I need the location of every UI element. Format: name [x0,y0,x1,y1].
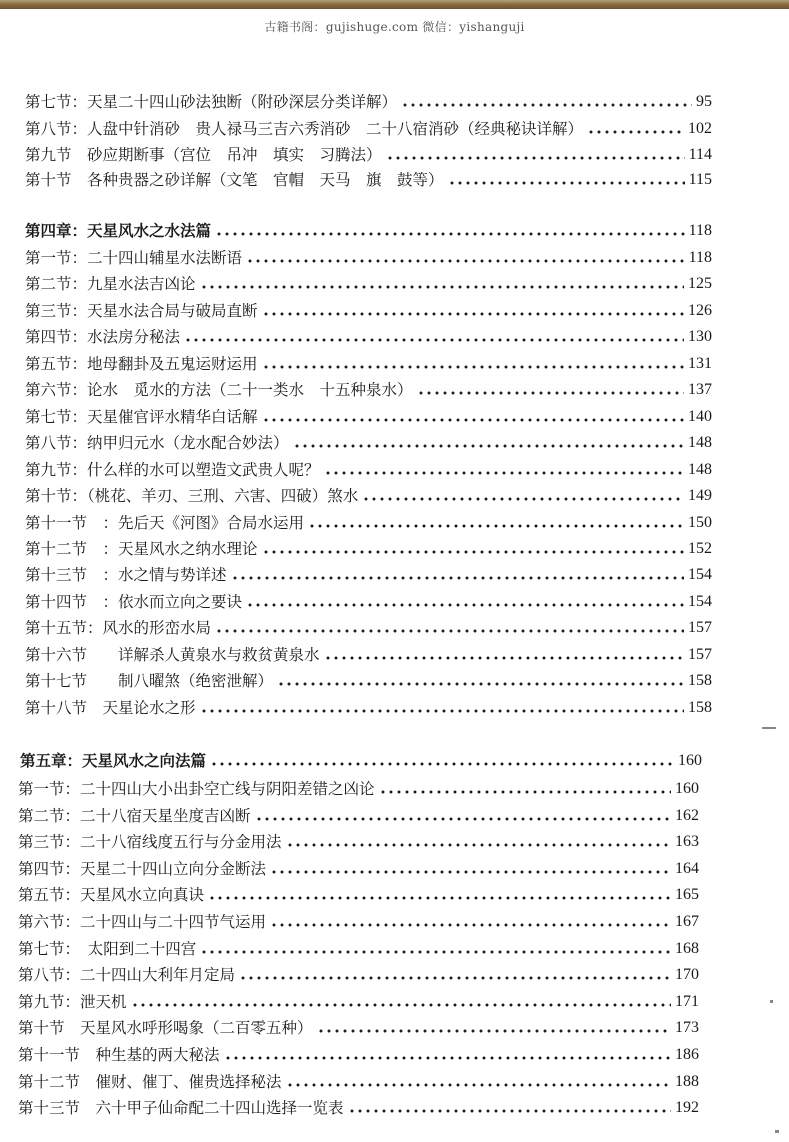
page-number: 158 [688,672,712,689]
dot-leader [262,418,684,422]
dot-leader [362,497,684,501]
section-title: 第九节：泄天机 [18,993,127,1011]
page-number: 118 [688,249,712,266]
toc-row-section [25,378,712,402]
toc-row-section [25,563,712,587]
page-number: 149 [688,487,712,504]
dot-leader [286,843,671,847]
page-number: 148 [688,434,712,451]
page-number: 168 [675,940,699,957]
dot-leader [324,656,684,660]
page-number: 192 [675,1099,699,1116]
toc-row-section [25,168,712,192]
section-title: 第六节：论水 觅水的方法（二十一类水 十五种泉水） [25,381,413,399]
section-title: 第十节 各种贵器之砂详解（文笔 官帽 天马 旗 鼓等） [25,171,444,189]
page-number: 137 [688,381,712,398]
section-title: 第三节：二十八宿线度五行与分金用法 [18,833,282,851]
toc-row-section [18,910,699,934]
section-title: 第八节：纳甲归元水（龙水配合妙法） [25,434,289,452]
page-number: 170 [675,966,699,983]
page-number: 154 [688,566,712,583]
page-number: 118 [688,222,712,239]
section-title: 第四节：水法房分秘法 [25,328,181,346]
dot-leader [262,365,684,369]
section-title: 第六节：二十四山与二十四节气运用 [18,913,267,931]
toc-row-section [25,299,712,323]
dot-leader [308,524,684,528]
page-number: 160 [675,780,699,797]
site-watermark: 古籍书阁：gujishuge.com 微信：yishanguji [264,20,525,34]
section-title: 第七节：天星二十四山砂法独断（附砂深层分类详解） [25,93,398,111]
dot-leader [239,976,671,980]
dot-leader [262,550,684,554]
page-number: 160 [678,752,702,769]
toc-row-section [18,963,699,987]
dot-leader [200,285,684,289]
page-number: 158 [688,699,712,716]
scan-speck [762,727,776,729]
toc-row-section [18,830,699,854]
page-number: 157 [688,646,712,663]
section-title: 第十六节 详解杀人黄泉水与救贫黄泉水 [25,646,320,664]
toc-row-section [18,804,699,828]
page-number: 157 [688,619,712,636]
toc-row-section [18,857,699,881]
toc-row-section [25,616,712,640]
scan-speck [770,1000,773,1003]
scan-speck [775,1130,779,1133]
section-title: 第十二节 催财、催丁、催贵选择秘法 [18,1073,282,1091]
section-title: 第一节：二十四山大小出卦空亡线与阴阳差错之凶论 [18,780,375,798]
toc-row-section [25,458,712,482]
toc-row-section [25,431,712,455]
dot-leader [324,471,684,475]
dot-leader [262,312,684,316]
toc-row-chapter [20,749,702,773]
page-number: 165 [675,886,699,903]
toc-row-section [18,937,699,961]
section-title: 第十八节 天星论水之形 [25,699,196,717]
page-number: 102 [688,120,712,137]
section-title: 第三节：天星水法合局与破局直断 [25,302,258,320]
toc-row-section [25,643,712,667]
toc-row-section [25,352,712,376]
toc-row-section [18,1070,699,1094]
dot-leader [231,576,684,580]
toc-row-section [25,246,712,270]
page-number: 114 [688,146,712,163]
page-number: 188 [675,1073,699,1090]
section-title: 第二节：二十八宿天星坐度吉凶断 [18,807,251,825]
chapter-title: 第四章：天星风水之水法篇 [25,221,212,240]
dot-leader [246,603,684,607]
toc-row-section [18,990,699,1014]
dot-leader [293,444,684,448]
section-title: 第十节 天星风水呼形喝象（二百零五种） [18,1019,313,1037]
toc-row-section [25,272,712,296]
dot-leader [200,950,671,954]
toc-row-section [25,537,712,561]
toc-row-section [25,143,712,167]
dot-leader [215,232,685,236]
section-title: 第五节：地母翻卦及五鬼运财运用 [25,355,258,373]
toc-row-section [18,1043,699,1067]
dot-leader [379,790,671,794]
page-number: 186 [675,1046,699,1063]
chapter-title: 第五章：天星风水之向法篇 [20,751,207,770]
section-title: 第四节：天星二十四山立向分金断法 [18,860,267,878]
dot-leader [417,391,684,395]
page-number: 173 [675,1019,699,1036]
section-title: 第八节：人盘中针消砂 贵人禄马三吉六秀消砂 二十八宿消砂（经典秘诀详解） [25,120,584,138]
toc-row-section [25,590,712,614]
section-title: 第七节：天星催官评水精华白话解 [25,408,258,426]
page-number: 131 [688,355,712,372]
section-title: 第九节 砂应期断事（宫位 吊冲 填实 习腾法） [25,146,382,164]
section-title: 第五节：天星风水立向真诀 [18,886,205,904]
toc-row-section [18,777,699,801]
dot-leader [448,181,685,185]
dot-leader [131,1003,671,1007]
page-number: 125 [688,275,712,292]
dot-leader [210,762,674,766]
page-number: 167 [675,913,699,930]
section-title: 第十五节：风水的形峦水局 [25,619,212,637]
dot-leader [215,629,684,633]
page-number: 115 [688,171,712,188]
dot-leader [246,259,685,263]
toc-row-section [25,405,712,429]
page-number: 95 [696,93,712,110]
toc-row-section [25,511,712,535]
page-number: 171 [675,993,699,1010]
dot-leader [401,103,692,107]
page-number: 152 [688,540,712,557]
dot-leader [184,338,684,342]
dot-leader [317,1029,671,1033]
dot-leader [224,1056,671,1060]
toc-row-section [25,325,712,349]
toc-row-chapter [25,219,712,243]
section-title: 第二节：九星水法吉凶论 [25,275,196,293]
dot-leader [200,709,684,713]
section-title: 第八节：二十四山大利年月定局 [18,966,236,984]
toc-row-section [25,117,712,141]
section-title: 第十三节 六十甲子仙命配二十四山选择一览表 [18,1099,344,1117]
page-number: 154 [688,593,712,610]
toc-row-section [25,696,712,720]
page-number: 150 [688,514,712,531]
section-title: 第十一节 ：先后天《河图》合局水运用 [25,514,305,532]
toc-row-section [25,669,712,693]
dot-leader [270,870,671,874]
toc-row-section [18,1096,699,1120]
dot-leader [286,1083,671,1087]
section-title: 第十七节 制八曜煞（绝密泄解） [25,672,274,690]
toc-row-section [25,484,712,508]
section-title: 第十三节 ：水之情与势详述 [25,566,227,584]
section-title: 第十节：（桃花、羊刃、三刑、六害、四破）煞水 [25,487,359,505]
dot-leader [348,1109,671,1113]
dot-leader [386,156,685,160]
page-number: 148 [688,461,712,478]
section-title: 第一节：二十四山辅星水法断语 [25,249,243,267]
toc-row-section [25,90,712,114]
dot-leader [270,923,671,927]
page-number: 164 [675,860,699,877]
page-number: 162 [675,807,699,824]
page-number: 140 [688,408,712,425]
section-title: 第十四节 ：依水而立向之要诀 [25,593,243,611]
section-title: 第十二节 ：天星风水之纳水理论 [25,540,258,558]
dot-leader [255,817,671,821]
toc-row-section [18,1016,699,1040]
section-title: 第十一节 种生基的两大秘法 [18,1046,220,1064]
toc-row-section [18,883,699,907]
page-number: 130 [688,328,712,345]
dot-leader [587,130,684,134]
section-title: 第九节：什么样的水可以塑造文武贵人呢？ [25,461,320,479]
page-number: 126 [688,302,712,319]
dot-leader [208,896,671,900]
dot-leader [277,682,684,686]
section-title: 第七节： 太阳到二十四宫 [18,940,197,958]
page-number: 163 [675,833,699,850]
